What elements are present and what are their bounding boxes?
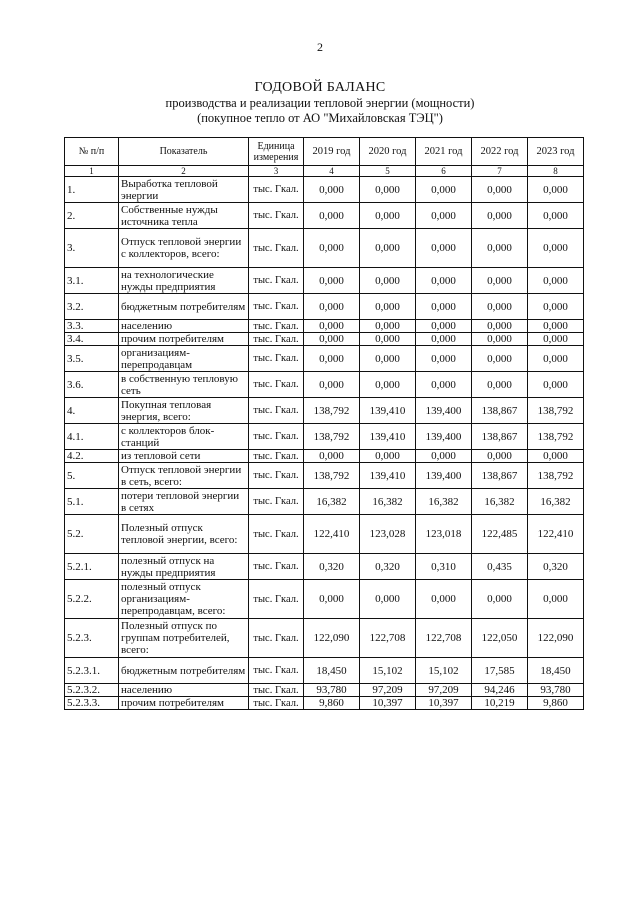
table-row <box>65 372 584 398</box>
column-number: 4 <box>304 166 360 177</box>
header-unit: Единица измерения <box>249 138 304 166</box>
row-value-2023: 0,000 <box>528 177 584 203</box>
row-number: 5.2.2. <box>65 580 119 619</box>
row-value-2020: 10,397 <box>360 697 416 710</box>
row-unit: тыс. Гкал. <box>249 229 304 268</box>
row-value-2021: 0,000 <box>416 346 472 372</box>
row-value-2022: 94,246 <box>472 684 528 697</box>
row-value-2019: 138,792 <box>304 424 360 450</box>
row-value-2021: 0,000 <box>416 268 472 294</box>
row-value-2019: 0,000 <box>304 580 360 619</box>
table-row <box>65 424 584 450</box>
row-unit: тыс. Гкал. <box>249 346 304 372</box>
row-value-2019: 0,000 <box>304 320 360 333</box>
row-value-2019: 18,450 <box>304 658 360 684</box>
row-indicator: с коллекторов блок-станций <box>119 424 249 450</box>
row-value-2021: 139,400 <box>416 463 472 489</box>
row-indicator: из тепловой сети <box>119 450 249 463</box>
row-value-2020: 0,000 <box>360 333 416 346</box>
title-block <box>0 80 640 126</box>
row-value-2020: 97,209 <box>360 684 416 697</box>
table-row <box>65 268 584 294</box>
row-value-2020: 123,028 <box>360 515 416 554</box>
row-number: 3.6. <box>65 372 119 398</box>
row-value-2022: 122,050 <box>472 619 528 658</box>
column-number: 5 <box>360 166 416 177</box>
row-value-2023: 138,792 <box>528 398 584 424</box>
column-number: 3 <box>249 166 304 177</box>
row-value-2020: 0,000 <box>360 229 416 268</box>
page-number: 2 <box>317 40 323 54</box>
row-value-2022: 138,867 <box>472 398 528 424</box>
row-value-2023: 0,000 <box>528 450 584 463</box>
table-row <box>65 333 584 346</box>
row-unit: тыс. Гкал. <box>249 424 304 450</box>
row-indicator: Полезный отпуск по группам потребителей, всего: <box>119 619 249 658</box>
row-unit: тыс. Гкал. <box>249 450 304 463</box>
row-number: 4. <box>65 398 119 424</box>
row-indicator: Покупная тепловая энергия, всего: <box>119 398 249 424</box>
row-value-2023: 0,000 <box>528 203 584 229</box>
row-value-2023: 0,000 <box>528 372 584 398</box>
row-unit: тыс. Гкал. <box>249 619 304 658</box>
table-body <box>65 177 584 710</box>
row-number: 5.2. <box>65 515 119 554</box>
balance-table <box>64 137 584 710</box>
row-indicator: организациям-перепродавцам <box>119 346 249 372</box>
row-indicator: Полезный отпуск тепловой энергии, всего: <box>119 515 249 554</box>
row-value-2019: 0,000 <box>304 268 360 294</box>
document-subtitle: производства и реализации тепловой энергии (мощности) <box>165 96 475 110</box>
row-indicator: полезный отпуск на нужды предприятия <box>119 554 249 580</box>
row-value-2023: 138,792 <box>528 424 584 450</box>
row-value-2019: 9,860 <box>304 697 360 710</box>
row-value-2019: 0,000 <box>304 372 360 398</box>
row-value-2023: 0,000 <box>528 320 584 333</box>
row-value-2022: 122,485 <box>472 515 528 554</box>
row-number: 5.2.1. <box>65 554 119 580</box>
row-indicator: населению <box>119 684 249 697</box>
row-indicator: полезный отпуск организациям-перепродавцам, всего: <box>119 580 249 619</box>
row-value-2022: 138,867 <box>472 424 528 450</box>
document-subtitle-source: (покупное тепло от АО "Михайловская ТЭЦ") <box>197 111 443 125</box>
table-row <box>65 294 584 320</box>
row-number: 2. <box>65 203 119 229</box>
row-unit: тыс. Гкал. <box>249 463 304 489</box>
row-unit: тыс. Гкал. <box>249 177 304 203</box>
row-value-2020: 16,382 <box>360 489 416 515</box>
header-row <box>65 138 584 166</box>
row-value-2022: 17,585 <box>472 658 528 684</box>
table-row <box>65 515 584 554</box>
row-value-2019: 0,000 <box>304 333 360 346</box>
row-value-2021: 0,000 <box>416 294 472 320</box>
row-value-2020: 0,000 <box>360 294 416 320</box>
row-value-2019: 93,780 <box>304 684 360 697</box>
row-unit: тыс. Гкал. <box>249 658 304 684</box>
column-number: 6 <box>416 166 472 177</box>
row-unit: тыс. Гкал. <box>249 372 304 398</box>
header-2020: 2020 год <box>360 138 416 166</box>
row-value-2020: 0,000 <box>360 177 416 203</box>
row-value-2021: 0,000 <box>416 320 472 333</box>
row-value-2022: 0,000 <box>472 372 528 398</box>
document-title: ГОДОВОЙ БАЛАНС <box>254 80 386 95</box>
row-value-2022: 0,000 <box>472 203 528 229</box>
row-value-2022: 138,867 <box>472 463 528 489</box>
row-value-2019: 138,792 <box>304 398 360 424</box>
row-indicator: на технологические нужды предприятия <box>119 268 249 294</box>
header-2019: 2019 год <box>304 138 360 166</box>
row-number: 3.1. <box>65 268 119 294</box>
table-row <box>65 697 584 710</box>
table-row <box>65 450 584 463</box>
table-row <box>65 463 584 489</box>
row-value-2023: 122,410 <box>528 515 584 554</box>
row-number: 3.3. <box>65 320 119 333</box>
row-value-2020: 0,320 <box>360 554 416 580</box>
row-unit: тыс. Гкал. <box>249 294 304 320</box>
row-unit: тыс. Гкал. <box>249 515 304 554</box>
row-value-2022: 0,000 <box>472 229 528 268</box>
row-value-2020: 0,000 <box>360 203 416 229</box>
row-indicator: потери тепловой энергии в сетях <box>119 489 249 515</box>
row-unit: тыс. Гкал. <box>249 554 304 580</box>
row-value-2022: 0,000 <box>472 346 528 372</box>
row-value-2022: 0,435 <box>472 554 528 580</box>
row-indicator: населению <box>119 320 249 333</box>
table-row <box>65 398 584 424</box>
table-row <box>65 684 584 697</box>
row-value-2019: 0,000 <box>304 177 360 203</box>
row-value-2021: 15,102 <box>416 658 472 684</box>
table-row <box>65 658 584 684</box>
row-value-2023: 0,000 <box>528 580 584 619</box>
row-unit: тыс. Гкал. <box>249 684 304 697</box>
header-2023: 2023 год <box>528 138 584 166</box>
column-number-row <box>65 166 584 177</box>
header-2022: 2022 год <box>472 138 528 166</box>
row-value-2023: 138,792 <box>528 463 584 489</box>
row-value-2020: 0,000 <box>360 268 416 294</box>
row-value-2019: 0,000 <box>304 346 360 372</box>
row-number: 4.2. <box>65 450 119 463</box>
row-indicator: в собственную тепловую сеть <box>119 372 249 398</box>
row-value-2022: 0,000 <box>472 320 528 333</box>
table-row <box>65 619 584 658</box>
row-unit: тыс. Гкал. <box>249 580 304 619</box>
row-number: 3.2. <box>65 294 119 320</box>
column-number: 2 <box>119 166 249 177</box>
row-number: 1. <box>65 177 119 203</box>
row-value-2023: 0,000 <box>528 229 584 268</box>
row-value-2021: 0,310 <box>416 554 472 580</box>
row-unit: тыс. Гкал. <box>249 268 304 294</box>
row-value-2020: 139,410 <box>360 398 416 424</box>
column-number: 1 <box>65 166 119 177</box>
row-value-2019: 0,000 <box>304 203 360 229</box>
row-value-2023: 0,000 <box>528 346 584 372</box>
header-2021: 2021 год <box>416 138 472 166</box>
row-value-2019: 0,320 <box>304 554 360 580</box>
table-row <box>65 489 584 515</box>
row-value-2022: 0,000 <box>472 177 528 203</box>
row-value-2021: 122,708 <box>416 619 472 658</box>
row-value-2020: 0,000 <box>360 450 416 463</box>
row-value-2019: 16,382 <box>304 489 360 515</box>
row-value-2021: 10,397 <box>416 697 472 710</box>
row-value-2022: 0,000 <box>472 333 528 346</box>
row-unit: тыс. Гкал. <box>249 489 304 515</box>
row-value-2020: 15,102 <box>360 658 416 684</box>
row-value-2019: 0,000 <box>304 450 360 463</box>
row-value-2021: 0,000 <box>416 177 472 203</box>
row-indicator: Отпуск тепловой энергии в сеть, всего: <box>119 463 249 489</box>
row-value-2019: 122,410 <box>304 515 360 554</box>
row-value-2019: 0,000 <box>304 294 360 320</box>
row-indicator: прочим потребителям <box>119 333 249 346</box>
row-value-2021: 97,209 <box>416 684 472 697</box>
row-value-2021: 0,000 <box>416 333 472 346</box>
row-number: 5.2.3.1. <box>65 658 119 684</box>
row-value-2020: 139,410 <box>360 463 416 489</box>
table-row <box>65 320 584 333</box>
row-unit: тыс. Гкал. <box>249 697 304 710</box>
row-value-2022: 0,000 <box>472 450 528 463</box>
row-value-2023: 9,860 <box>528 697 584 710</box>
row-value-2021: 123,018 <box>416 515 472 554</box>
row-indicator: бюджетным потребителям <box>119 294 249 320</box>
header-num: № п/п <box>65 138 119 166</box>
row-number: 5.2.3.2. <box>65 684 119 697</box>
row-value-2023: 0,000 <box>528 333 584 346</box>
row-value-2019: 138,792 <box>304 463 360 489</box>
row-unit: тыс. Гкал. <box>249 203 304 229</box>
table-row <box>65 580 584 619</box>
row-number: 5.2.3. <box>65 619 119 658</box>
table-row <box>65 203 584 229</box>
row-value-2022: 0,000 <box>472 294 528 320</box>
row-number: 5.2.3.3. <box>65 697 119 710</box>
row-indicator: Выработка тепловой энергии <box>119 177 249 203</box>
table-row <box>65 554 584 580</box>
row-value-2023: 0,000 <box>528 294 584 320</box>
row-number: 3.5. <box>65 346 119 372</box>
row-indicator: Собственные нужды источника тепла <box>119 203 249 229</box>
row-value-2020: 139,410 <box>360 424 416 450</box>
row-number: 3.4. <box>65 333 119 346</box>
row-value-2023: 18,450 <box>528 658 584 684</box>
row-value-2021: 0,000 <box>416 372 472 398</box>
column-number: 8 <box>528 166 584 177</box>
row-value-2023: 0,320 <box>528 554 584 580</box>
row-value-2023: 16,382 <box>528 489 584 515</box>
row-unit: тыс. Гкал. <box>249 398 304 424</box>
row-value-2022: 0,000 <box>472 580 528 619</box>
row-value-2021: 16,382 <box>416 489 472 515</box>
row-unit: тыс. Гкал. <box>249 320 304 333</box>
row-value-2021: 0,000 <box>416 580 472 619</box>
row-value-2020: 122,708 <box>360 619 416 658</box>
table-row <box>65 346 584 372</box>
row-value-2022: 16,382 <box>472 489 528 515</box>
row-value-2020: 0,000 <box>360 346 416 372</box>
table-row <box>65 229 584 268</box>
row-value-2021: 139,400 <box>416 398 472 424</box>
row-value-2019: 0,000 <box>304 229 360 268</box>
row-value-2023: 93,780 <box>528 684 584 697</box>
row-number: 5. <box>65 463 119 489</box>
header-indicator: Показатель <box>119 138 249 166</box>
row-unit: тыс. Гкал. <box>249 333 304 346</box>
row-value-2020: 0,000 <box>360 320 416 333</box>
row-value-2022: 0,000 <box>472 268 528 294</box>
row-indicator: бюджетным потребителям <box>119 658 249 684</box>
row-number: 4.1. <box>65 424 119 450</box>
row-value-2021: 0,000 <box>416 229 472 268</box>
row-indicator: Отпуск тепловой энергии с коллекторов, всего: <box>119 229 249 268</box>
row-value-2020: 0,000 <box>360 580 416 619</box>
row-value-2020: 0,000 <box>360 372 416 398</box>
table-row <box>65 177 584 203</box>
row-value-2022: 10,219 <box>472 697 528 710</box>
row-value-2023: 0,000 <box>528 268 584 294</box>
row-value-2021: 139,400 <box>416 424 472 450</box>
row-number: 5.1. <box>65 489 119 515</box>
row-number: 3. <box>65 229 119 268</box>
column-number: 7 <box>472 166 528 177</box>
row-value-2023: 122,090 <box>528 619 584 658</box>
row-value-2021: 0,000 <box>416 450 472 463</box>
row-value-2019: 122,090 <box>304 619 360 658</box>
row-indicator: прочим потребителям <box>119 697 249 710</box>
row-value-2021: 0,000 <box>416 203 472 229</box>
